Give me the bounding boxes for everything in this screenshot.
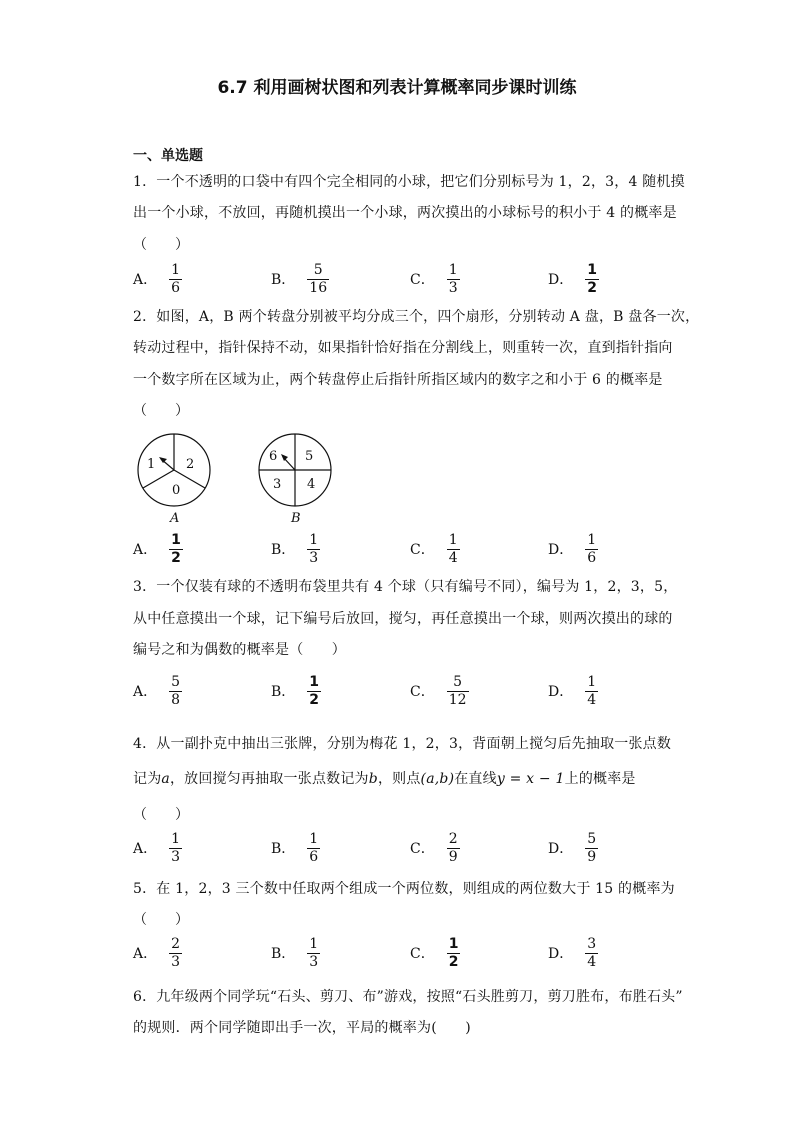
q6-line-2: 的规则．两个同学随即出手一次，平局的概率为( ): [133, 1020, 471, 1036]
wheel-b-number-2: 5: [305, 449, 314, 464]
q3-option-a: [133, 675, 182, 707]
option-fraction: [169, 937, 182, 969]
fraction-denominator: 2: [448, 953, 459, 970]
option-label: C．: [410, 841, 435, 858]
fraction-denominator: 12: [448, 691, 467, 708]
option-fraction: [447, 263, 460, 295]
q1-line-2: 出一个小球，不放回，再随机摸出一个小球，两次摸出的小球标号的积小于 4 的概率是: [133, 205, 677, 221]
option-fraction: [307, 832, 320, 864]
q1-option-b: [271, 263, 329, 295]
option-fraction: [447, 533, 460, 565]
fraction-numerator: 1: [587, 262, 597, 278]
option-fraction: [585, 263, 599, 295]
fraction-numerator: 3: [587, 936, 597, 952]
fraction-denominator: 6: [309, 848, 319, 865]
option-fraction: [307, 675, 321, 707]
q4-line-2: [133, 768, 636, 788]
option-label: A．: [133, 684, 158, 701]
wheel-a-number-1: 1: [147, 457, 156, 472]
q5-option-a: [133, 937, 182, 969]
page-title: 6.7 利用画树状图和列表计算概率同步课时训练: [217, 78, 577, 98]
option-fraction: [169, 832, 182, 864]
q4-text-a: 记为: [133, 771, 162, 787]
option-label: A．: [133, 946, 158, 963]
option-label: D．: [548, 542, 574, 559]
q1-paren: （ ）: [133, 237, 189, 253]
fraction-numerator: 5: [587, 831, 597, 847]
spinner-figure: [130, 425, 360, 530]
option-fraction: [585, 675, 598, 707]
option-fraction: [169, 263, 182, 295]
fraction-denominator: 16: [309, 279, 328, 296]
q3-line-1: 3．一个仅装有球的不透明布袋里共有 4 个球（只有编号不同），编号为 1，2，3，5，: [133, 579, 678, 595]
fraction-numerator: 2: [171, 936, 181, 952]
wheel-b-label: B: [291, 511, 301, 526]
q3-line-2: 从中任意摸出一个球，记下编号后放回，搅匀，再任意摸出一个球，则两次摸出的球的: [133, 611, 673, 627]
option-fraction: [307, 937, 320, 969]
option-label: A．: [133, 272, 158, 289]
fraction-denominator: 3: [309, 953, 319, 970]
option-label: C．: [410, 542, 435, 559]
fraction-denominator: 8: [171, 691, 181, 708]
q4-option-c: [410, 832, 460, 864]
q5-option-c: [410, 937, 460, 969]
option-fraction: [447, 937, 461, 969]
q2-line-2: 转动过程中，指针保持不动，如果指针恰好指在分割线上，则重转一次，直到指针指向: [133, 340, 673, 356]
q1-option-a: [133, 263, 182, 295]
fraction-numerator: 2: [448, 831, 458, 847]
fraction-denominator: 3: [171, 953, 181, 970]
fraction-numerator: 1: [587, 532, 597, 548]
q4-var-a: a: [161, 771, 170, 787]
q3-option-c: [410, 675, 469, 707]
q4-option-d: [548, 832, 598, 864]
wheel-a: [138, 434, 210, 526]
q5-option-d: [548, 937, 598, 969]
fraction-denominator: 2: [587, 279, 597, 296]
wheel-b-number-1: 6: [269, 449, 278, 464]
option-fraction: [169, 675, 182, 707]
option-fraction: [307, 533, 320, 565]
option-label: A．: [133, 542, 158, 559]
fraction-denominator: 9: [448, 848, 458, 865]
wheel-b: [259, 434, 331, 526]
q1-option-c: [410, 263, 460, 295]
option-label: C．: [410, 272, 435, 289]
fraction-denominator: 4: [587, 691, 597, 708]
option-label: B．: [271, 841, 296, 858]
option-label: B．: [271, 684, 296, 701]
option-label: A．: [133, 841, 158, 858]
q5-paren: （ ）: [133, 912, 189, 928]
option-label: B．: [271, 272, 296, 289]
q3-option-d: [548, 675, 598, 707]
option-fraction: [585, 937, 598, 969]
fraction-numerator: 1: [309, 674, 320, 690]
q4-option-a: [133, 832, 182, 864]
fraction-numerator: 1: [171, 262, 181, 278]
fraction-denominator: 6: [171, 279, 181, 296]
fraction-denominator: 6: [587, 549, 597, 566]
q2-option-d: [548, 533, 598, 565]
q4-text-b: ，放回搅匀再抽取一张点数记为: [169, 771, 369, 787]
q2-option-b: [271, 533, 320, 565]
fraction-numerator: 1: [171, 532, 181, 548]
q4-equation: y = x − 1: [496, 771, 565, 787]
q2-paren: （ ）: [133, 403, 189, 419]
q4-text-c: ，则点: [377, 771, 421, 787]
fraction-numerator: 1: [448, 262, 458, 278]
q2-line-1: 2．如图，A，B 两个转盘分别被平均分成三个，四个扇形，分别转动 A 盘，B 盘各一次，: [133, 309, 700, 325]
option-fraction: [169, 533, 183, 565]
fraction-denominator: 2: [309, 691, 320, 708]
option-fraction: [585, 832, 598, 864]
option-label: B．: [271, 542, 296, 559]
q2-line-3: 一个数字所在区域为止，两个转盘停止后指针所指区域内的数字之和小于 6 的概率是: [133, 372, 663, 388]
q1-line-1: 1．一个不透明的口袋中有四个完全相同的小球，把它们分别标号为 1，2，3，4 随机摸: [133, 174, 685, 190]
wheel-b-number-3: 3: [273, 477, 282, 492]
option-label: D．: [548, 272, 574, 289]
fraction-denominator: 2: [171, 549, 181, 566]
section-heading: 一、单选题: [133, 148, 203, 164]
option-fraction: [585, 533, 598, 565]
fraction-numerator: 5: [313, 262, 323, 278]
option-label: C．: [410, 946, 435, 963]
option-label: D．: [548, 841, 574, 858]
wheel-a-label: A: [170, 511, 180, 526]
q4-text-d: 在直线: [454, 771, 497, 787]
q2-option-a: [133, 533, 183, 565]
fraction-denominator: 3: [448, 279, 458, 296]
fraction-denominator: 4: [448, 549, 458, 566]
fraction-denominator: 9: [587, 848, 597, 865]
fraction-numerator: 1: [448, 532, 458, 548]
q4-point: (a,b): [420, 771, 455, 787]
fraction-numerator: 5: [453, 674, 463, 690]
fraction-denominator: 3: [309, 549, 319, 566]
option-label: D．: [548, 684, 574, 701]
fraction-numerator: 1: [309, 831, 319, 847]
wheel-a-number-2: 2: [186, 457, 195, 472]
option-fraction: [307, 263, 329, 295]
q6-line-1: 6．九年级两个同学玩“石头、剪刀、布”游戏，按照“石头胜剪刀，剪刀胜布，布胜石头”: [133, 989, 683, 1005]
fraction-numerator: 1: [309, 532, 319, 548]
fraction-denominator: 4: [587, 953, 597, 970]
option-label: D．: [548, 946, 574, 963]
q3-option-b: [271, 675, 321, 707]
option-fraction: [447, 832, 460, 864]
q5-line-1: 5．在 1，2，3 三个数中任取两个组成一个两位数，则组成的两位数大于 15 的概率为: [133, 881, 675, 897]
q2-option-c: [410, 533, 460, 565]
wheel-a-number-3: 0: [172, 483, 181, 498]
fraction-numerator: 1: [309, 936, 319, 952]
fraction-numerator: 5: [171, 674, 181, 690]
q4-option-b: [271, 832, 320, 864]
q1-option-d: [548, 263, 599, 295]
fraction-numerator: 1: [171, 831, 181, 847]
option-fraction: [447, 675, 469, 707]
wheel-b-number-4: 4: [307, 477, 316, 492]
fraction-denominator: 3: [171, 848, 181, 865]
q4-paren: （ ）: [133, 807, 189, 823]
option-label: C．: [410, 684, 435, 701]
fraction-numerator: 1: [587, 674, 597, 690]
q5-option-b: [271, 937, 320, 969]
q4-line-1: 4．从一副扑克中抽出三张牌，分别为梅花 1，2，3，背面朝上搅匀后先抽取一张点数: [133, 736, 672, 752]
q4-var-b: b: [368, 771, 378, 787]
q4-text-e: 上的概率是: [564, 771, 636, 787]
q3-line-3: 编号之和为偶数的概率是（ ）: [133, 642, 346, 658]
option-label: B．: [271, 946, 296, 963]
fraction-numerator: 1: [448, 936, 459, 952]
